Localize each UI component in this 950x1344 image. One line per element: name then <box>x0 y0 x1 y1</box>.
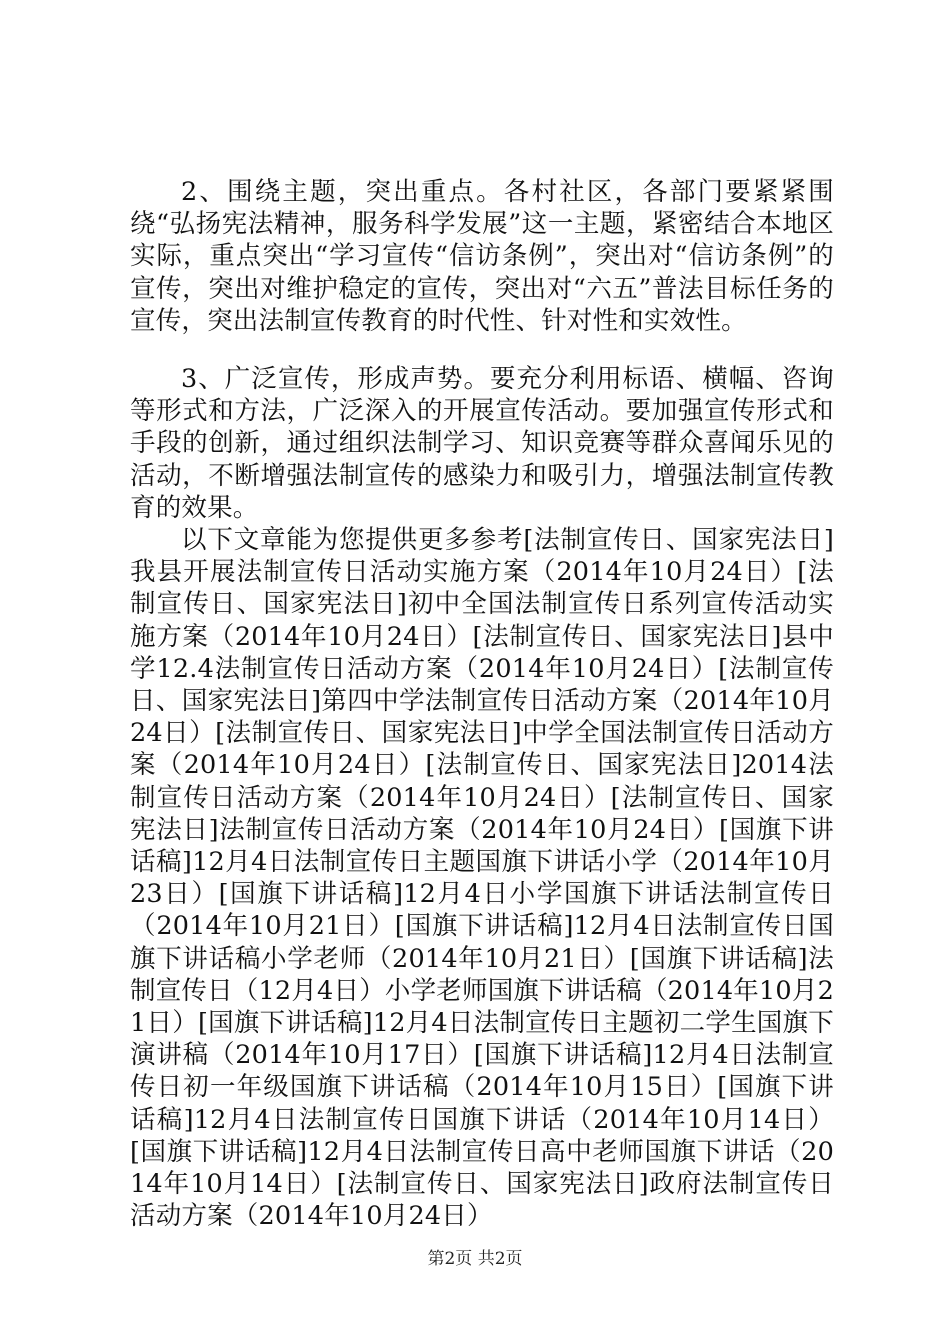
page-number-footer: 第2页 共2页 <box>427 1249 523 1269</box>
paragraph-focus-theme: 2、围绕主题，突出重点。各村社区，各部门要紧紧围绕“弘扬宪法精神，服务科学发展”这一主题，紧密结合本地区实际，重点突出“学习宣传“信访条例”，突出对“信访条例”的宣传，突出对维护稳定的宣传，突出对“六五”普法目标任务的宣传，突出法制宣传教育的时代性、针对性和实效性。 <box>130 177 834 336</box>
paragraph-related-articles: 以下文章能为您提供更多参考[法制宣传日、国家宪法日]我县开展法制宣传日活动实施方案（2014年10月24日）[法制宣传日、国家宪法日]初中全国法制宣传日系列宣传活动实施方案（2014年10月24日）[法制宣传日、国家宪法日]县中学12.4法制宣传日活动方案（2014年10月24日）[法制宣传日、国家宪法日]第四中学法制宣传日活动方案（2014年10月24日）[法制宣传日、国家宪法日]中学全国法制宣传日活动方案（2014年10月24日）[法制宣传日、国家宪法日]2014法制宣传日活动方案（2014年10月24日）[法制宣传日、国家宪法日]法制宣传日活动方案（2014年10月24日）[国旗下讲话稿]12月4日法制宣传日主题国旗下讲话小学（2014年10月23日）[国旗下讲话稿]12月4日小学国旗下讲话法制宣传日（2014年10月21日）[国旗下讲话稿]12月4日法制宣传日国旗下讲话稿小学老师（2014年10月21日）[国旗下讲话稿]法制宣传日（12月4日）小学老师国旗下讲话稿（2014年10月21日）[国旗下讲话稿]12月4日法制宣传日主题初二学生国旗下演讲稿（2014年10月17日）[国旗下讲话稿]12月4日法制宣传日初一年级国旗下讲话稿（2014年10月15日）[国旗下讲话稿]12月4日法制宣传日国旗下讲话（2014年10月14日）[国旗下讲话稿]12月4日法制宣传日高中老师国旗下讲话（2014年10月14日）[法制宣传日、国家宪法日]政府法制宣传日活动方案（2014年10月24日） <box>130 525 834 1232</box>
paragraph-wide-publicity: 3、广泛宣传，形成声势。要充分利用标语、横幅、咨询等形式和方法，广泛深入的开展宣传活动。要加强宣传形式和手段的创新，通过组织法制学习、知识竞赛等群众喜闻乐见的活动，不断增强法制宣传的感染力和吸引力，增强法制宣传教育的效果。 <box>130 364 834 523</box>
document-body <box>130 176 834 1233</box>
